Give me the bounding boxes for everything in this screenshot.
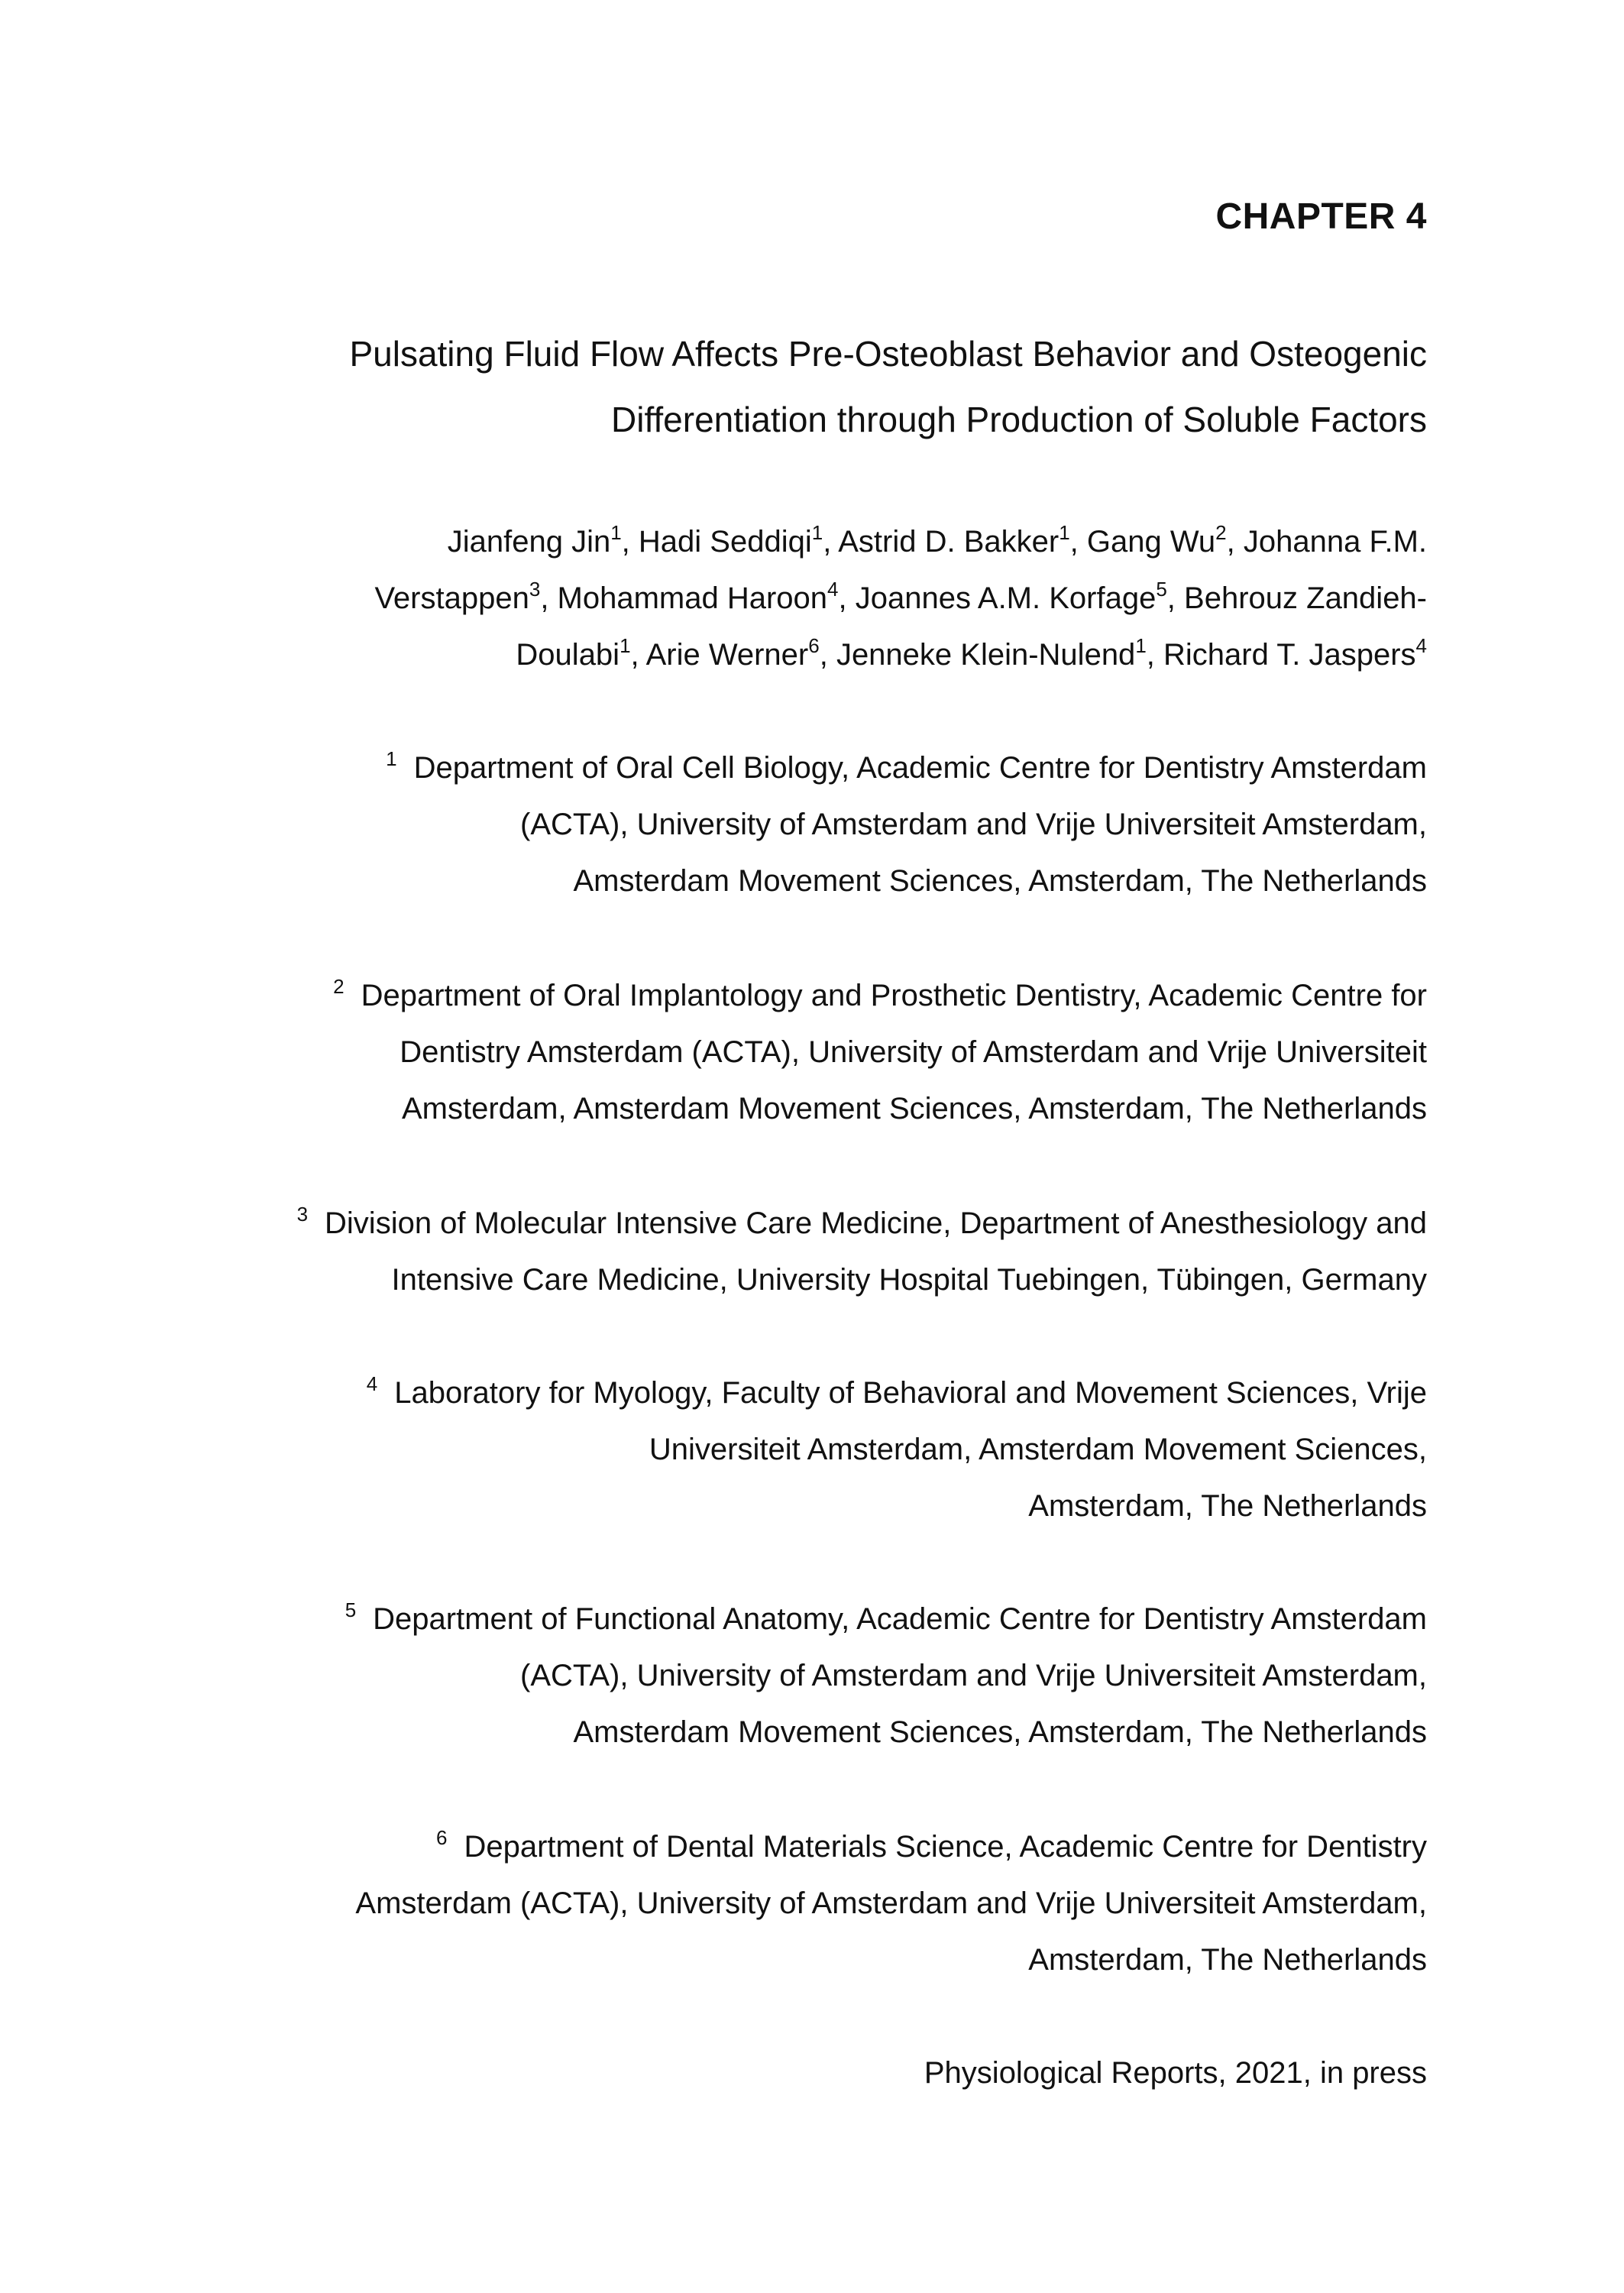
author-name: Arie Werner [645, 638, 809, 672]
affiliation-line [189, 740, 1427, 796]
author-list [189, 513, 1427, 683]
author-name: Jianfeng Jin [447, 525, 611, 559]
affiliation-4 [189, 1365, 1427, 1534]
affiliation-line: Amsterdam, The Netherlands [1028, 1489, 1427, 1523]
affiliation-text: Department of Functional Anatomy, Academic Centre for Dentistry Amsterdam [373, 1602, 1427, 1636]
author-separator: , [1166, 581, 1185, 615]
article-title-line-1: Pulsating Fluid Flow Affects Pre-Osteoblast Behavior and Osteogenic [349, 334, 1427, 374]
author-affiliation-mark: 4 [1415, 633, 1427, 657]
affiliation-line: Intensive Care Medicine, University Hospital Tuebingen, Tübingen, Germany [391, 1263, 1427, 1297]
affiliation-line: Universiteit Amsterdam, Amsterdam Movement Sciences, [649, 1433, 1427, 1466]
author-separator: , [823, 525, 839, 559]
affiliation-text: Laboratory for Myology, Faculty of Behavioral and Movement Sciences, Vrije [394, 1376, 1427, 1410]
author-separator: , [1069, 525, 1087, 559]
affiliation-line: Amsterdam Movement Sciences, Amsterdam, The Netherlands [573, 1715, 1427, 1749]
author-affiliation-mark: 1 [1059, 520, 1070, 544]
author-name: Gang Wu [1086, 525, 1216, 559]
author-name: Verstappen [374, 581, 529, 615]
author-name: Richard T. Jaspers [1163, 638, 1416, 672]
author-affiliation-mark: 2 [1215, 520, 1227, 544]
affiliation-text: Division of Molecular Intensive Care Medicine, Department of Anesthesiology and [325, 1206, 1427, 1240]
author-affiliation-mark: 6 [808, 633, 820, 657]
affiliation-line: (ACTA), University of Amsterdam and Vrije Universiteit Amsterdam, [520, 1659, 1427, 1692]
affiliation-6 [113, 1819, 1427, 1988]
affiliation-number: 2 [333, 974, 345, 998]
author-separator: , [630, 638, 646, 672]
affiliation-text: Department of Oral Cell Biology, Academic Centre for Dentistry Amsterdam [413, 751, 1427, 785]
author-separator: , [1146, 638, 1164, 672]
affiliation-number: 3 [296, 1202, 309, 1226]
author-affiliation-mark: 1 [620, 633, 631, 657]
affiliation-line: Amsterdam, The Netherlands [1028, 1943, 1427, 1977]
author-name: Hadi Seddiqi [638, 525, 812, 559]
author-name: Astrid D. Bakker [838, 525, 1059, 559]
author-name: Doulabi [516, 638, 620, 672]
affiliation-text: Department of Oral Implantology and Prosthetic Dentistry, Academic Centre for [361, 979, 1427, 1012]
author-name: Joannes A.M. Korfage [855, 581, 1157, 615]
affiliation-text: Department of Dental Materials Science, Academic Centre for Dentistry [464, 1830, 1427, 1864]
affiliation-line [52, 1195, 1427, 1252]
author-affiliation-mark: 5 [1156, 577, 1167, 601]
author-affiliation-mark: 4 [827, 577, 839, 601]
affiliation-line: Amsterdam (ACTA), University of Amsterdam and Vrije Universiteit Amsterdam, [355, 1887, 1427, 1920]
author-name: Mohammad Haroon [557, 581, 828, 615]
affiliation-3 [52, 1195, 1427, 1308]
author-line-1 [189, 513, 1427, 570]
author-affiliation-mark: 3 [529, 577, 541, 601]
author-line-2 [189, 570, 1427, 627]
affiliation-line: Amsterdam, Amsterdam Movement Sciences, Amsterdam, The Netherlands [401, 1092, 1427, 1125]
affiliation-5 [189, 1591, 1427, 1760]
affiliation-number: 5 [345, 1598, 357, 1621]
journal-citation: Physiological Reports, 2021, in press [924, 2056, 1427, 2090]
author-separator: , [838, 581, 856, 615]
author-name: Johanna F.M. [1243, 525, 1427, 559]
affiliation-1 [189, 740, 1427, 909]
author-affiliation-mark: 1 [1135, 633, 1147, 657]
affiliation-number: 6 [436, 1825, 448, 1849]
affiliation-line [189, 1365, 1427, 1421]
affiliation-line [128, 967, 1427, 1024]
article-title [189, 321, 1427, 452]
affiliation-line: Amsterdam Movement Sciences, Amsterdam, The Netherlands [573, 864, 1427, 898]
affiliation-2 [128, 967, 1427, 1137]
article-title-line-2: Differentiation through Production of Soluble Factors [611, 400, 1427, 439]
affiliation-line [113, 1819, 1427, 1875]
author-name: Behrouz Zandieh- [1184, 581, 1427, 615]
affiliation-line: (ACTA), University of Amsterdam and Vrije Universiteit Amsterdam, [520, 808, 1427, 841]
author-separator: , [621, 525, 639, 559]
author-affiliation-mark: 1 [610, 520, 622, 544]
author-line-3 [189, 627, 1427, 683]
author-name: Jenneke Klein-Nulend [836, 638, 1136, 672]
affiliation-number: 1 [386, 747, 397, 770]
affiliation-line [189, 1591, 1427, 1647]
chapter-heading: CHAPTER 4 [1215, 196, 1427, 237]
author-separator: , [819, 638, 836, 672]
author-separator: , [1226, 525, 1244, 559]
affiliation-number: 4 [366, 1372, 378, 1395]
author-affiliation-mark: 1 [811, 520, 823, 544]
author-separator: , [540, 581, 558, 615]
affiliation-line: Dentistry Amsterdam (ACTA), University of Amsterdam and Vrije Universiteit [400, 1035, 1427, 1069]
